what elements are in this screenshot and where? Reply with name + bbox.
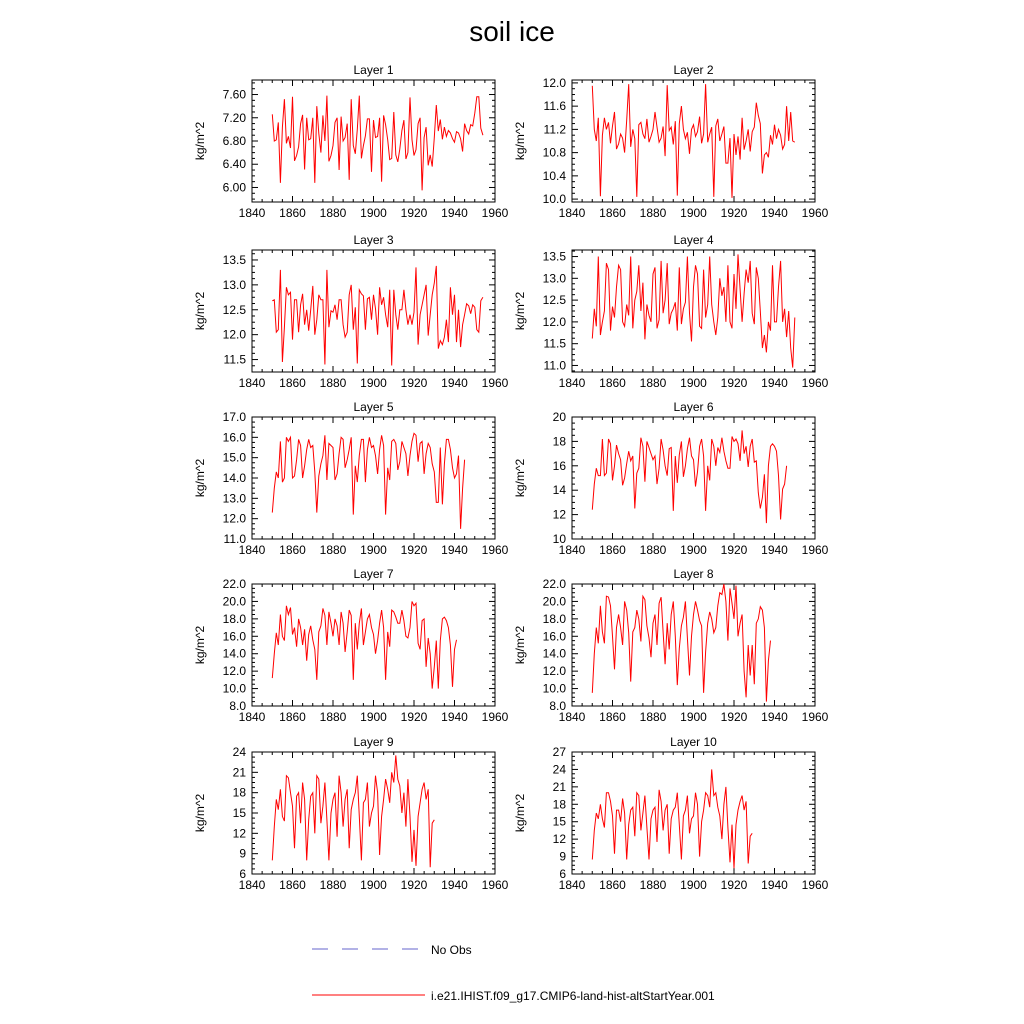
y-tick-label: 15	[232, 806, 246, 820]
plot-frame	[252, 584, 495, 706]
x-tick-label: 1880	[319, 543, 347, 557]
y-tick-label: 11.2	[543, 122, 566, 137]
series-line	[272, 96, 483, 191]
x-tick-label: 1920	[720, 206, 748, 220]
y-tick-label: 13.0	[542, 271, 566, 286]
x-tick-label: 1920	[400, 878, 428, 892]
y-tick-label: 16.0	[542, 629, 566, 644]
x-tick-label: 1940	[441, 543, 468, 557]
panel-layer-7	[193, 567, 509, 724]
x-tick-label: 1840	[238, 376, 266, 390]
y-axis-label: kg/m^2	[193, 793, 207, 833]
y-tick-label: 10.0	[542, 192, 566, 207]
y-tick-label: 12.0	[542, 75, 566, 90]
y-axis-label: kg/m^2	[513, 625, 527, 665]
y-tick-label: 17.0	[222, 410, 246, 424]
x-tick-label: 1960	[801, 878, 829, 892]
x-tick-label: 1880	[639, 376, 667, 390]
y-tick-label: 18	[552, 434, 566, 449]
x-tick-label: 1920	[400, 376, 428, 390]
panel-layer-1	[193, 63, 509, 220]
x-tick-label: 1940	[761, 710, 788, 724]
x-tick-label: 1860	[279, 710, 306, 724]
y-tick-label: 7.20	[222, 110, 246, 125]
y-tick-label: 15.0	[222, 450, 246, 465]
y-tick-label: 10.0	[542, 681, 566, 696]
y-tick-label: 18	[232, 785, 246, 800]
y-axis-label: kg/m^2	[193, 291, 207, 331]
y-axis-label: kg/m^2	[513, 793, 527, 833]
x-tick-label: 1880	[319, 206, 347, 220]
panel-title: Layer 9	[353, 735, 394, 749]
x-tick-label: 1880	[639, 543, 667, 557]
y-axis-label: kg/m^2	[193, 121, 207, 161]
series-line	[272, 433, 464, 529]
y-tick-label: 6.80	[222, 134, 246, 148]
x-tick-label: 1840	[558, 878, 586, 892]
y-tick-label: 20.0	[222, 594, 246, 609]
x-tick-label: 1960	[481, 710, 509, 724]
panel-layer-5	[193, 400, 509, 557]
x-tick-label: 1960	[801, 206, 829, 220]
x-tick-label: 1940	[761, 543, 788, 557]
plot-frame	[572, 584, 815, 706]
series-line	[592, 584, 770, 702]
x-tick-label: 1860	[279, 878, 306, 892]
x-tick-label: 1900	[680, 376, 707, 390]
series-line	[592, 769, 752, 868]
x-tick-label: 1960	[481, 206, 509, 220]
y-tick-label: 6.40	[222, 157, 246, 172]
panel-layer-2	[513, 63, 829, 220]
panel-title: Layer 7	[353, 567, 394, 581]
panel-layer-10	[513, 735, 829, 892]
y-tick-label: 12.0	[222, 327, 246, 342]
x-tick-label: 1920	[400, 543, 428, 557]
x-tick-label: 1900	[360, 206, 387, 220]
x-tick-label: 1900	[680, 543, 707, 557]
panel-layer-6	[513, 400, 829, 557]
panel-title: Layer 1	[353, 63, 394, 77]
x-tick-label: 1940	[441, 878, 468, 892]
y-tick-label: 13.5	[222, 252, 246, 267]
x-tick-label: 1840	[238, 710, 266, 724]
x-tick-label: 1860	[599, 206, 626, 220]
y-tick-label: 14.0	[542, 646, 566, 661]
y-tick-label: 20	[552, 410, 566, 424]
y-tick-label: 12.0	[222, 511, 246, 526]
y-tick-label: 18.0	[542, 611, 566, 626]
y-tick-label: 10.8	[542, 145, 566, 160]
x-tick-label: 1920	[400, 710, 428, 724]
y-tick-label: 14.0	[222, 471, 246, 485]
y-tick-label: 11.0	[223, 532, 246, 546]
y-tick-label: 12.5	[222, 302, 246, 317]
y-tick-label: 11.5	[543, 336, 566, 351]
x-tick-label: 1880	[639, 710, 667, 724]
x-tick-label: 1960	[801, 710, 829, 724]
x-tick-label: 1900	[680, 206, 707, 220]
y-tick-label: 10	[552, 532, 566, 546]
y-tick-label: 9	[239, 846, 246, 861]
plot-frame	[252, 80, 495, 202]
panel-title: Layer 10	[670, 735, 717, 749]
y-tick-label: 10.4	[542, 168, 566, 183]
y-tick-label: 14.0	[222, 646, 246, 661]
panel-layer-3	[193, 233, 509, 390]
y-tick-label: 22.0	[222, 577, 246, 591]
page-title: soil ice	[469, 16, 555, 47]
y-tick-label: 13.5	[542, 249, 566, 264]
plot-frame	[252, 417, 495, 539]
panel-title: Layer 5	[353, 400, 394, 414]
x-tick-label: 1860	[279, 206, 306, 220]
x-tick-label: 1880	[319, 878, 347, 892]
legend-label-no-obs: No Obs	[431, 943, 472, 957]
series-line	[272, 755, 434, 867]
y-axis-label: kg/m^2	[193, 625, 207, 665]
y-tick-label: 12.0	[222, 664, 246, 679]
x-tick-label: 1940	[761, 878, 788, 892]
x-tick-label: 1920	[720, 878, 748, 892]
x-tick-label: 1860	[279, 543, 306, 557]
x-tick-label: 1940	[441, 376, 468, 390]
panel-title: Layer 3	[353, 233, 394, 247]
y-tick-label: 21	[552, 779, 566, 794]
x-tick-label: 1940	[761, 206, 788, 220]
plot-frame	[572, 80, 815, 202]
x-tick-label: 1920	[720, 376, 748, 390]
y-tick-label: 16	[552, 458, 566, 473]
y-tick-label: 8.0	[549, 699, 566, 713]
y-tick-label: 20.0	[542, 594, 566, 609]
y-tick-label: 9	[559, 849, 566, 864]
y-tick-label: 15	[552, 814, 566, 829]
x-tick-label: 1840	[238, 543, 266, 557]
panel-title: Layer 4	[673, 233, 714, 247]
panel-title: Layer 8	[673, 567, 714, 581]
y-axis-label: kg/m^2	[513, 121, 527, 161]
x-tick-label: 1900	[680, 878, 707, 892]
x-tick-label: 1860	[599, 376, 626, 390]
y-tick-label: 12.5	[542, 293, 566, 308]
y-tick-label: 18.0	[222, 611, 246, 626]
y-tick-label: 6	[239, 867, 246, 881]
x-tick-label: 1920	[400, 206, 428, 220]
x-tick-label: 1920	[720, 710, 748, 724]
x-tick-label: 1960	[801, 543, 829, 557]
y-tick-label: 11.0	[543, 358, 566, 373]
panel-layer-8	[513, 567, 829, 724]
panel-layer-4	[513, 233, 829, 390]
series-line	[592, 254, 795, 367]
series-line	[272, 266, 483, 366]
y-axis-label: kg/m^2	[193, 458, 207, 498]
y-axis-label: kg/m^2	[513, 458, 527, 498]
y-tick-label: 24	[232, 745, 246, 759]
x-tick-label: 1860	[279, 376, 306, 390]
y-tick-label: 14	[552, 483, 566, 498]
x-tick-label: 1840	[238, 206, 266, 220]
panel-title: Layer 2	[673, 63, 714, 77]
y-axis-label: kg/m^2	[513, 291, 527, 331]
x-tick-label: 1960	[481, 543, 509, 557]
y-tick-label: 24	[552, 762, 566, 777]
series-line	[272, 601, 456, 688]
x-tick-label: 1880	[639, 206, 667, 220]
x-tick-label: 1840	[238, 878, 266, 892]
y-tick-label: 12	[552, 507, 566, 522]
x-tick-label: 1960	[481, 878, 509, 892]
x-tick-label: 1940	[761, 376, 788, 390]
x-tick-label: 1960	[801, 376, 829, 390]
x-tick-label: 1900	[360, 710, 387, 724]
x-tick-label: 1880	[639, 878, 667, 892]
x-tick-label: 1880	[319, 710, 347, 724]
series-line	[592, 430, 786, 523]
x-tick-label: 1840	[558, 206, 586, 220]
x-tick-label: 1940	[441, 206, 468, 220]
y-tick-label: 12	[552, 832, 566, 847]
x-tick-label: 1840	[558, 710, 586, 724]
y-tick-label: 13.0	[222, 277, 246, 292]
x-tick-label: 1900	[360, 543, 387, 557]
x-tick-label: 1900	[680, 710, 707, 724]
y-tick-label: 27	[552, 745, 566, 759]
y-tick-label: 10.0	[222, 681, 246, 696]
x-tick-label: 1860	[599, 710, 626, 724]
x-tick-label: 1900	[360, 878, 387, 892]
y-tick-label: 8.0	[229, 699, 246, 713]
x-tick-label: 1900	[360, 376, 387, 390]
series-line	[592, 84, 795, 198]
y-tick-label: 12.0	[542, 664, 566, 679]
y-tick-label: 6	[559, 867, 566, 881]
y-tick-label: 7.60	[222, 87, 246, 102]
y-tick-label: 18	[552, 797, 566, 812]
x-tick-label: 1840	[558, 543, 586, 557]
y-tick-label: 11.5	[223, 352, 246, 367]
y-tick-label: 16.0	[222, 629, 246, 644]
y-tick-label: 13.0	[222, 491, 246, 506]
x-tick-label: 1860	[599, 878, 626, 892]
y-tick-label: 22.0	[542, 577, 566, 591]
y-tick-label: 11.6	[543, 99, 566, 114]
legend-label-run: i.e21.IHIST.f09_g17.CMIP6-land-hist-altStartYear.001	[431, 989, 715, 1003]
x-tick-label: 1940	[441, 710, 468, 724]
panel-title: Layer 6	[673, 400, 714, 414]
y-tick-label: 21	[232, 765, 246, 780]
plot-frame	[252, 752, 495, 874]
x-tick-label: 1840	[558, 376, 586, 390]
y-tick-label: 12.0	[542, 314, 566, 329]
x-tick-label: 1960	[481, 376, 509, 390]
y-tick-label: 6.00	[222, 180, 246, 195]
y-tick-label: 12	[232, 826, 246, 841]
panel-layer-9	[193, 735, 509, 892]
x-tick-label: 1860	[599, 543, 626, 557]
x-tick-label: 1920	[720, 543, 748, 557]
y-tick-label: 16.0	[222, 430, 246, 445]
x-tick-label: 1880	[319, 376, 347, 390]
